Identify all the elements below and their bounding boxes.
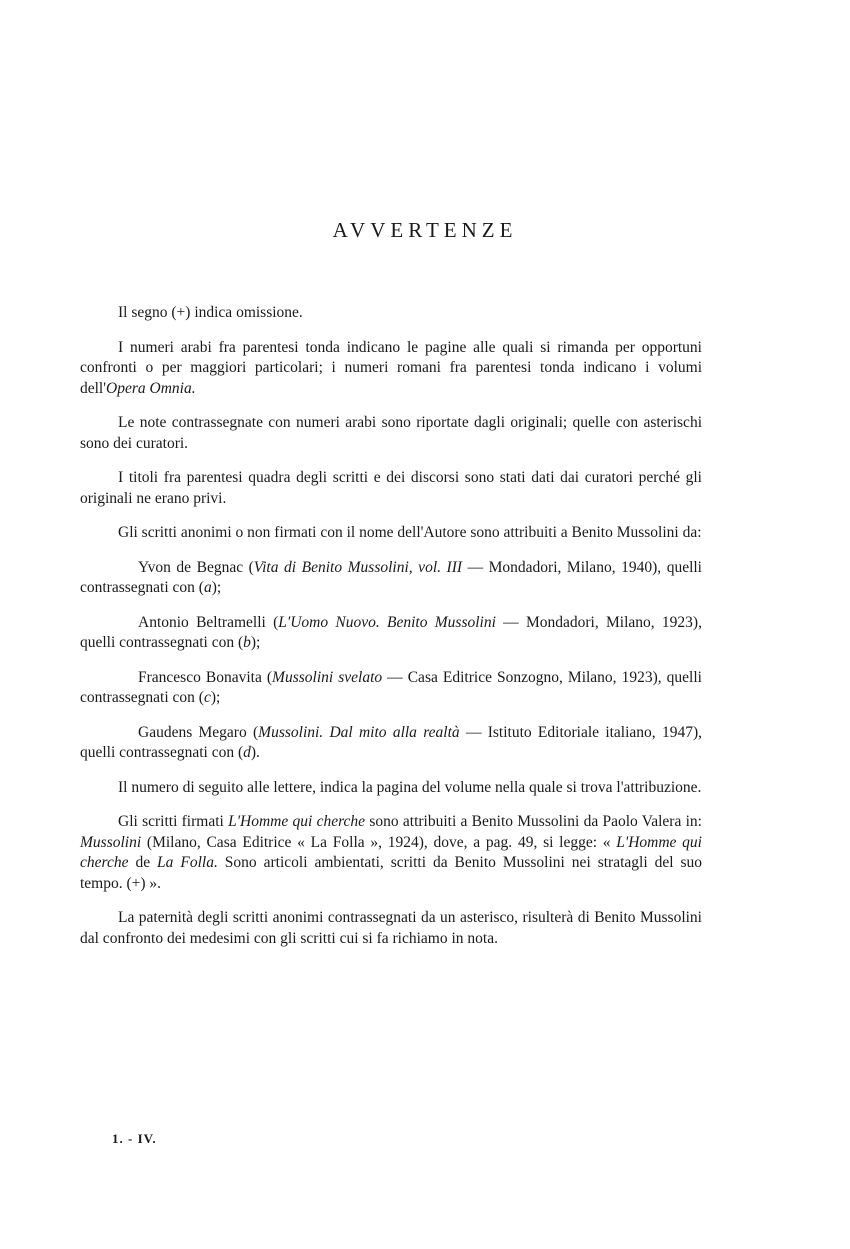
page-title: AVVERTENZE bbox=[332, 218, 518, 242]
source-begnac: Yvon de Begnac (Vita di Benito Mussolini, vol. III — Mondadori, Milano, 1940), quelli contrassegnati con (a); bbox=[80, 558, 702, 596]
source-bonavita: Francesco Bonavita (Mussolini svelato — Casa Editrice Sonzogno, Milano, 1923), quelli contrassegnati con (c); bbox=[80, 668, 702, 706]
paragraph-anonymous: Gli scritti anonimi o non firmati con il nome dell'Autore sono attribuiti a Benito Mussolini da: bbox=[118, 524, 702, 541]
source-megaro: Gaudens Megaro (Mussolini. Dal mito alla realtà — Istituto Editoriale italiano, 1947), quelli contrassegnati con (d). bbox=[80, 723, 702, 761]
paragraph-page-number: Il numero di seguito alle lettere, indica la pagina del volume nella quale si trova l'attribuzione. bbox=[118, 778, 702, 796]
notes-body bbox=[80, 303, 702, 949]
paragraph-homme-qui-cherche: Gli scritti firmati L'Homme qui cherche sono attribuiti a Benito Mussolini da Paolo Valera in: Mussolini (Milano, Casa Editrice « La Folla », 1924), dove, a pag. 49, si legge: « L'Homme qui cherche de La Folla. Sono articoli ambientati, scritti da Benito Mussolini nei stratagli del suo tempo. (+) ». bbox=[80, 813, 703, 892]
paragraph-titles: I titoli fra parentesi quadra degli scritti e dei discorsi sono stati dati dai curatori perché gli originali ne erano privi. bbox=[80, 469, 702, 507]
paragraph-omission: Il segno (+) indica omissione. bbox=[118, 304, 303, 321]
paragraph-notes: Le note contrassegnate con numeri arabi sono riportate dagli originali; quelle con asterischi sono dei curatori. bbox=[80, 414, 702, 452]
paragraph-arabic-numbers: I numeri arabi fra parentesi tonda indicano le pagine alle quali si rimanda per opportuni confronti o per maggiori particolari; i numeri romani fra parentesi tonda indicano i volumi dell'Opera Omnia. bbox=[80, 338, 702, 397]
source-beltramelli: Antonio Beltramelli (L'Uomo Nuovo. Benito Mussolini — Mondadori, Milano, 1923), quelli contrassegnati con (b); bbox=[80, 613, 702, 651]
page-footer-signature: 1. - IV. bbox=[112, 1131, 157, 1146]
paragraph-paternity: La paternità degli scritti anonimi contrassegnati da un asterisco, risulterà di Benito Mussolini dal confronto dei medesimi con gli scritti cui si fa richiamo in nota. bbox=[80, 909, 702, 947]
